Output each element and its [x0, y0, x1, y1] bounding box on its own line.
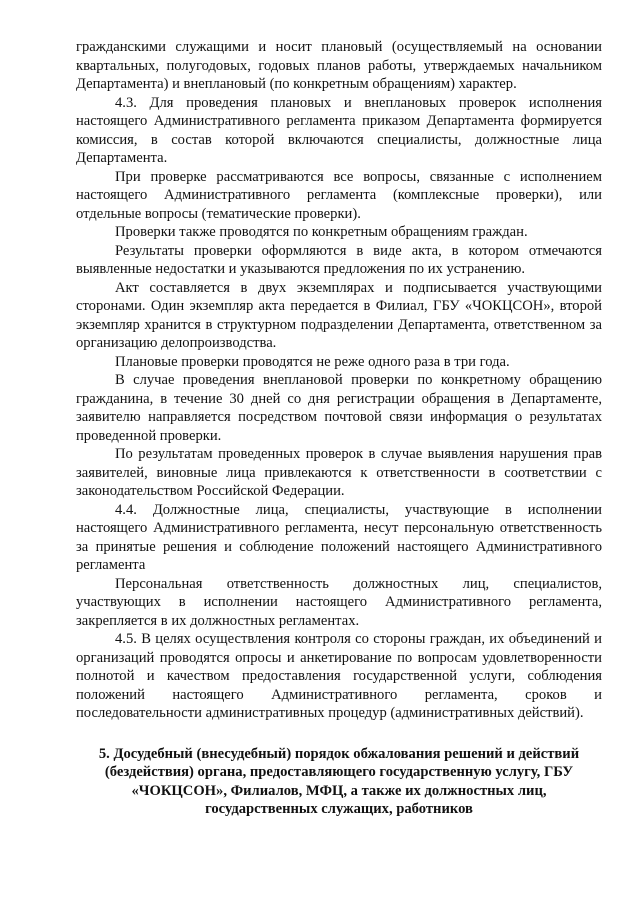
- paragraph-continuation: гражданскими служащими и носит плановый (осуществляемый на основании квартальных, полугодовых, годовых планов работы, утверждаемых начальником Департамента) и внеплановый (по конкретным обращениям) характер.: [76, 39, 602, 92]
- paragraph-check-results: Результаты проверки оформляются в виде акта, в котором отмечаются выявленные недостатки и указываются предложения по их устранению.: [76, 242, 602, 277]
- paragraph-4-5: 4.5. В целях осуществления контроля со стороны граждан, их объединений и организаций проводятся опросы и анкетирование по вопросам удовлетворенности полнотой и качеством предоставления государственной услуги, соблюдения положений настоящего Административного регламента, сроков и последовательности административных процедур (административных действий).: [76, 631, 602, 721]
- paragraph-check-scope: При проверке рассматриваются все вопросы, связанные с исполнением настоящего Административного регламента (комплексные проверки), или отдельные вопросы (тематические проверки).: [76, 168, 602, 222]
- paragraph-act-copies: Акт составляется в двух экземплярах и подписывается участвующими сторонами. Один экземпляр акта передается в Филиал, ГБУ «ЧОКЦСОН», второй экземпляр хранится в структурном подразделении Департамента, ответственном за организацию делопроизводства.: [76, 279, 602, 351]
- paragraph-liability: По результатам проведенных проверок в случае выявления нарушения прав заявителей, виновные лица привлекаются к ответственности в соответствии с законодательством Российской Федерации.: [76, 446, 602, 499]
- paragraph-unplanned-check: В случае проведения внеплановой проверки по конкретному обращению гражданина, в течение 30 дней со дня регистрации обращения в Департаменте, заявителю направляется посредством почтовой связи информация о результатах проведенной проверки.: [76, 372, 602, 444]
- paragraph-4-4: 4.4. Должностные лица, специалисты, участвующие в исполнении настоящего Административного регламента, несут персональную ответственность за принятые решения и соблюдение положений настоящего Административного регламента: [76, 501, 602, 573]
- paragraph-planned-frequency: Плановые проверки проводятся не реже одного раза в три года.: [115, 353, 510, 370]
- paragraph-4-3: 4.3. Для проведения плановых и внеплановых проверок исполнения настоящего Административного регламента приказом Департамента формируется комиссия, в состав которой включаются специалисты, должностные лица Департамента.: [76, 94, 602, 166]
- paragraph-citizen-requests: Проверки также проводятся по конкретным обращениям граждан.: [115, 224, 528, 240]
- paragraph-personal-responsibility: Персональная ответственность должностных лиц, специалистов, участвующих в исполнении настоящего Административного регламента, закрепляется в их должностных регламентах.: [76, 575, 602, 629]
- section-5-heading: 5. Досудебный (внесудебный) порядок обжалования решений и действий (бездействия) органа, предоставляющего государственную услугу, ГБУ «ЧОКЦСОН», Филиалов, МФЦ, а также их должностных лиц, государственных служащих, работников: [98, 745, 580, 817]
- document-page: [76, 38, 602, 819]
